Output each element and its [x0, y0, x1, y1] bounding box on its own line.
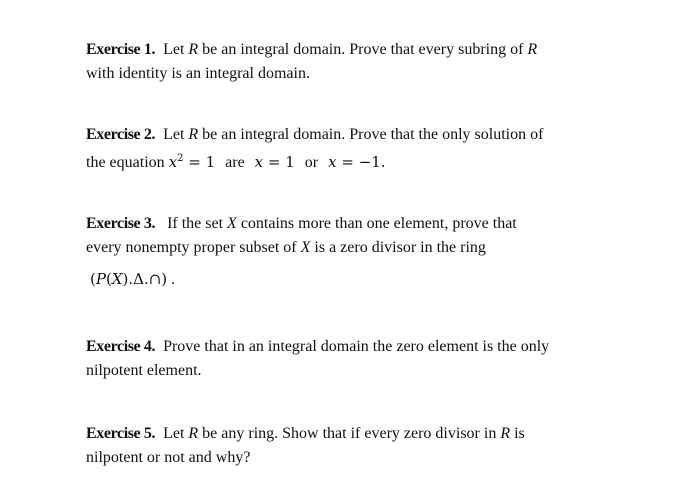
variable: R: [188, 41, 199, 58]
variable: X: [227, 215, 237, 232]
variable: X: [300, 239, 311, 256]
variable: x: [254, 153, 264, 171]
equation-rest: = 1: [183, 153, 216, 171]
solution-2-rest: = −1.: [336, 153, 386, 171]
exercise-2: [86, 123, 646, 175]
text: Prove that in an integral domain the zero element is the only: [163, 338, 550, 355]
exponent: 2: [177, 153, 184, 164]
exercise-1-heading: Exercise 1.: [86, 41, 156, 58]
exercise-5-line-2: nilpotent or not and why?: [86, 449, 251, 466]
variable: R: [500, 425, 511, 442]
variable: x: [168, 153, 178, 171]
text: is a zero divisor in the ring: [310, 239, 486, 256]
exercise-3-line-2: [86, 236, 646, 260]
paren-open: (: [90, 270, 96, 288]
paren-open-inner: (: [105, 270, 112, 288]
exercise-5-line-1: [86, 422, 646, 446]
exercise-4-heading: Exercise 4.: [86, 338, 156, 355]
power-set-ring-expression: [86, 267, 646, 292]
text: be an integral domain. Prove that every subring of: [198, 41, 528, 58]
ring-expression: [90, 270, 167, 288]
exercise-5: [86, 422, 646, 470]
text: the equation: [86, 154, 169, 171]
power-set-symbol: P: [95, 270, 106, 288]
equation: [169, 153, 216, 171]
exercise-2-line-2: [86, 147, 646, 175]
exercise-1-line-1: [86, 38, 646, 62]
variable: R: [188, 126, 199, 143]
exercise-3-heading: Exercise 3.: [86, 215, 156, 232]
text: be an integral domain. Prove that the only solution of: [198, 126, 544, 143]
text: contains more than one element, prove that: [236, 215, 517, 232]
text: Let: [163, 425, 189, 442]
text: every nonempty proper subset of: [86, 239, 301, 256]
exercise-2-line-1: [86, 123, 646, 147]
text: If the set: [167, 215, 228, 232]
text: or: [304, 154, 319, 171]
text: Let: [163, 126, 189, 143]
solution-1-rest: = 1: [263, 153, 295, 171]
exercise-4-line-2: nilpotent element.: [86, 362, 202, 379]
trailing-period: .: [167, 271, 176, 288]
variable: x: [328, 153, 337, 171]
exercise-4-line-1: [86, 335, 646, 359]
text: Let: [163, 41, 189, 58]
solution-1: [255, 153, 295, 171]
exercise-1-line-2: with identity is an integral domain.: [86, 65, 310, 82]
exercise-3: [86, 212, 646, 292]
text: be any ring. Show that if every zero divisor in: [198, 425, 501, 442]
variable: R: [527, 41, 538, 58]
exercise-2-heading: Exercise 2.: [86, 126, 156, 143]
exercise-1: [86, 38, 646, 86]
variable: R: [188, 425, 199, 442]
exercise-5-heading: Exercise 5.: [86, 425, 156, 442]
text: is: [510, 425, 525, 442]
text: are: [225, 154, 245, 171]
operations: ).Δ.∩): [122, 270, 168, 288]
variable: X: [111, 270, 123, 288]
solution-2: [328, 153, 385, 171]
exercise-3-line-1: [86, 212, 646, 236]
exercise-4: [86, 335, 646, 383]
